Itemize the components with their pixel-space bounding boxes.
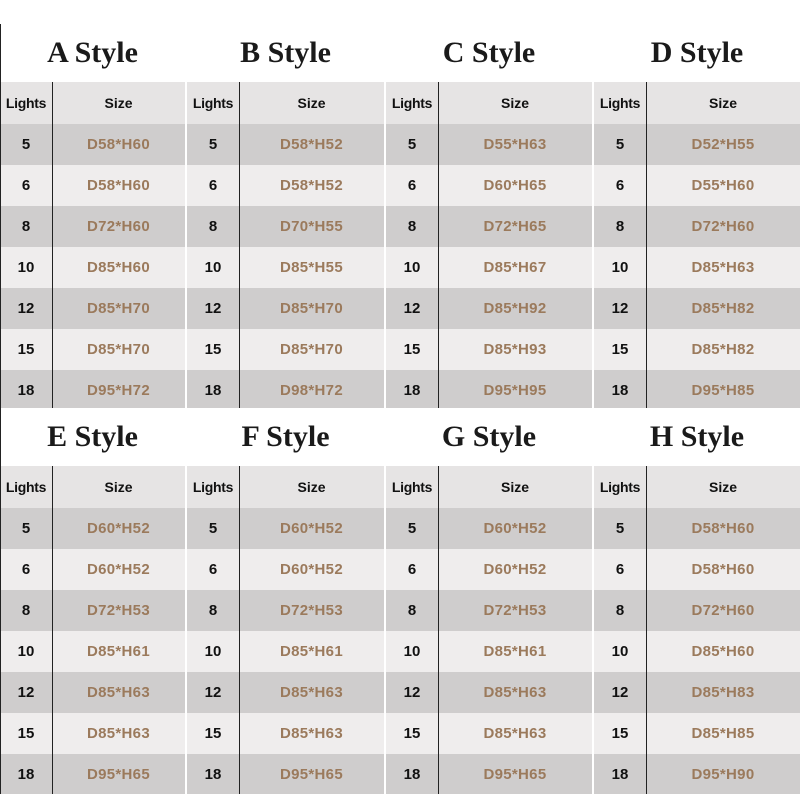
table-row [594,508,800,549]
table-row [187,549,384,590]
table-row [386,329,592,370]
size-cell: D85*H60 [691,643,755,660]
lights-cell: 8 [21,218,31,235]
lights-cell: 12 [611,300,629,317]
table-row [386,713,592,754]
lights-cell: 18 [403,766,421,783]
table-row [0,288,185,329]
lights-cell: 10 [17,643,35,660]
lights-cell: 5 [21,520,31,537]
table-row [187,672,384,713]
style-panel-h [594,408,800,794]
size-cell: D85*H63 [87,725,150,742]
size-cell: D58*H60 [87,136,150,153]
size-cell: D85*H61 [280,643,343,660]
header-size: Size [500,95,529,111]
size-cell: D85*H93 [483,341,547,358]
column-divider [438,82,439,410]
lights-cell: 6 [21,561,31,578]
size-cell: D60*H52 [280,561,343,578]
lights-cell: 18 [17,766,35,783]
table-row [594,713,800,754]
size-cell: D72*H53 [87,602,150,619]
header-lights: Lights [391,479,433,495]
lights-cell: 18 [611,766,629,783]
table-header [0,466,185,508]
size-cell: D60*H52 [87,561,150,578]
table-row [386,631,592,672]
lights-cell: 12 [611,684,629,701]
size-cell: D95*H95 [483,382,547,399]
size-cell: D95*H90 [691,766,755,783]
table-row [386,124,592,165]
table-row [0,508,185,549]
header-size: Size [708,479,737,495]
lights-cell: 10 [403,259,421,276]
table-row [0,590,185,631]
panel-title: A Style [0,24,185,82]
size-cell: D85*H82 [691,341,755,358]
table-row [594,590,800,631]
table-header [187,82,384,124]
table-row [187,754,384,794]
table-row [187,631,384,672]
lights-cell: 6 [21,177,31,194]
outer-border [0,24,1,410]
table-body [187,508,384,794]
table-row [187,370,384,410]
lights-cell: 15 [611,725,629,742]
size-cell: D85*H70 [87,300,150,317]
table-row [386,672,592,713]
header-lights: Lights [391,95,433,111]
lights-cell: 18 [204,766,222,783]
lights-cell: 15 [17,341,35,358]
table-row [386,549,592,590]
panel-title: C Style [386,24,592,82]
table-body [386,124,592,410]
table-row [0,329,185,370]
table-header [594,466,800,508]
size-cell: D85*H63 [483,684,547,701]
size-cell: D85*H63 [87,684,150,701]
size-cell: D85*H63 [280,725,343,742]
table-header [187,466,384,508]
size-cell: D85*H63 [280,684,343,701]
table-body [0,124,185,410]
table-row [0,672,185,713]
size-cell: D85*H61 [87,643,150,660]
lights-cell: 18 [204,382,222,399]
lights-cell: 15 [403,341,421,358]
column-divider [438,466,439,794]
size-cell: D85*H67 [483,259,547,276]
outer-border [0,408,1,794]
table-row [594,124,800,165]
size-cell: D85*H61 [483,643,547,660]
panel-title: B Style [187,24,384,82]
lights-cell: 18 [611,382,629,399]
size-cell: D55*H60 [691,177,755,194]
table-row [594,165,800,206]
lights-cell: 8 [407,602,417,619]
table-body [386,508,592,794]
size-cell: D72*H53 [483,602,547,619]
header-lights: Lights [5,479,47,495]
size-cell: D85*H60 [87,259,150,276]
table-header [386,82,592,124]
panel-title: H Style [594,408,800,466]
size-cell: D85*H55 [280,259,343,276]
table-row [0,206,185,247]
size-cell: D85*H70 [280,341,343,358]
size-cell: D72*H60 [691,218,755,235]
table-body [187,124,384,410]
lights-cell: 5 [208,136,218,153]
table-row [594,206,800,247]
lights-cell: 18 [17,382,35,399]
table-row [594,672,800,713]
lights-cell: 15 [17,725,35,742]
table-row [187,590,384,631]
header-size: Size [104,95,133,111]
lights-cell: 8 [615,602,625,619]
table-body [594,508,800,794]
header-size: Size [297,95,326,111]
style-panel-b [187,24,384,410]
lights-cell: 10 [611,259,629,276]
size-cell: D60*H65 [483,177,547,194]
column-divider [52,82,53,410]
lights-cell: 15 [204,341,222,358]
size-cell: D95*H65 [87,766,150,783]
size-cell: D85*H70 [87,341,150,358]
lights-cell: 6 [208,177,218,194]
table-row [386,754,592,794]
table-header [386,466,592,508]
style-panel-g [386,408,592,794]
header-size: Size [708,95,737,111]
lights-cell: 5 [615,136,625,153]
size-cell: D58*H60 [87,177,150,194]
column-divider [239,466,240,794]
lights-cell: 12 [403,300,421,317]
lights-cell: 12 [17,300,35,317]
column-divider [646,466,647,794]
size-cell: D72*H60 [691,602,755,619]
panel-title: D Style [594,24,800,82]
table-row [187,329,384,370]
table-row [386,165,592,206]
size-cell: D58*H52 [280,177,343,194]
lights-cell: 6 [208,561,218,578]
lights-cell: 6 [407,177,417,194]
table-row [594,247,800,288]
size-cell: D70*H55 [280,218,343,235]
size-cell: D95*H65 [483,766,547,783]
style-panel-a [0,24,185,410]
table-row [187,206,384,247]
size-cell: D72*H53 [280,602,343,619]
lights-cell: 12 [204,300,222,317]
lights-cell: 10 [204,643,222,660]
table-row [594,288,800,329]
lights-cell: 6 [615,177,625,194]
size-cell: D85*H83 [691,684,755,701]
lights-cell: 8 [21,602,31,619]
table-row [594,370,800,410]
table-header [594,82,800,124]
size-cell: D55*H63 [483,136,547,153]
lights-cell: 10 [403,643,421,660]
table-row [0,549,185,590]
table-row [187,247,384,288]
header-size: Size [104,479,133,495]
table-row [594,754,800,794]
lights-cell: 18 [403,382,421,399]
size-cell: D60*H52 [280,520,343,537]
table-row [594,631,800,672]
lights-cell: 5 [407,520,417,537]
table-row [187,508,384,549]
table-row [0,631,185,672]
lights-cell: 12 [17,684,35,701]
size-cell: D98*H72 [280,382,343,399]
table-row [594,549,800,590]
column-divider [52,466,53,794]
lights-cell: 5 [615,520,625,537]
table-body [594,124,800,410]
lights-cell: 5 [208,520,218,537]
size-cell: D85*H85 [691,725,755,742]
table-row [0,247,185,288]
table-row [187,124,384,165]
size-cell: D60*H52 [483,561,547,578]
panel-title: F Style [187,408,384,466]
column-divider [646,82,647,410]
size-cell: D95*H72 [87,382,150,399]
header-lights: Lights [192,479,234,495]
table-row [187,713,384,754]
header-size: Size [297,479,326,495]
lights-cell: 10 [204,259,222,276]
table-row [0,713,185,754]
lights-cell: 8 [208,218,218,235]
table-row [386,370,592,410]
style-panel-c [386,24,592,410]
table-body [0,508,185,794]
table-row [0,754,185,794]
table-row [386,206,592,247]
style-panel-f [187,408,384,794]
lights-cell: 8 [407,218,417,235]
size-cell: D85*H70 [280,300,343,317]
size-cell: D60*H52 [87,520,150,537]
style-panel-e [0,408,185,794]
size-chart-sheet [0,24,800,792]
lights-cell: 15 [204,725,222,742]
header-lights: Lights [5,95,47,111]
table-row [386,247,592,288]
lights-cell: 5 [21,136,31,153]
size-cell: D85*H92 [483,300,547,317]
size-cell: D58*H60 [691,520,755,537]
style-panel-d [594,24,800,410]
panel-title: G Style [386,408,592,466]
table-row [187,165,384,206]
lights-cell: 6 [615,561,625,578]
header-lights: Lights [192,95,234,111]
lights-cell: 6 [407,561,417,578]
size-cell: D58*H52 [280,136,343,153]
lights-cell: 8 [208,602,218,619]
lights-cell: 10 [611,643,629,660]
table-row [386,508,592,549]
size-cell: D60*H52 [483,520,547,537]
size-cell: D95*H85 [691,382,755,399]
lights-cell: 12 [204,684,222,701]
size-cell: D85*H63 [691,259,755,276]
panel-title: E Style [0,408,185,466]
table-row [594,329,800,370]
lights-cell: 15 [611,341,629,358]
table-row [386,288,592,329]
size-cell: D85*H82 [691,300,755,317]
table-row [0,370,185,410]
table-row [386,590,592,631]
table-row [187,288,384,329]
table-header [0,82,185,124]
size-cell: D58*H60 [691,561,755,578]
size-cell: D52*H55 [691,136,755,153]
header-size: Size [500,479,529,495]
header-lights: Lights [599,479,641,495]
size-cell: D85*H63 [483,725,547,742]
lights-cell: 12 [403,684,421,701]
lights-cell: 10 [17,259,35,276]
header-lights: Lights [599,95,641,111]
table-row [0,165,185,206]
size-cell: D72*H60 [87,218,150,235]
size-cell: D72*H65 [483,218,547,235]
lights-cell: 15 [403,725,421,742]
lights-cell: 8 [615,218,625,235]
column-divider [239,82,240,410]
table-row [0,124,185,165]
size-cell: D95*H65 [280,766,343,783]
lights-cell: 5 [407,136,417,153]
